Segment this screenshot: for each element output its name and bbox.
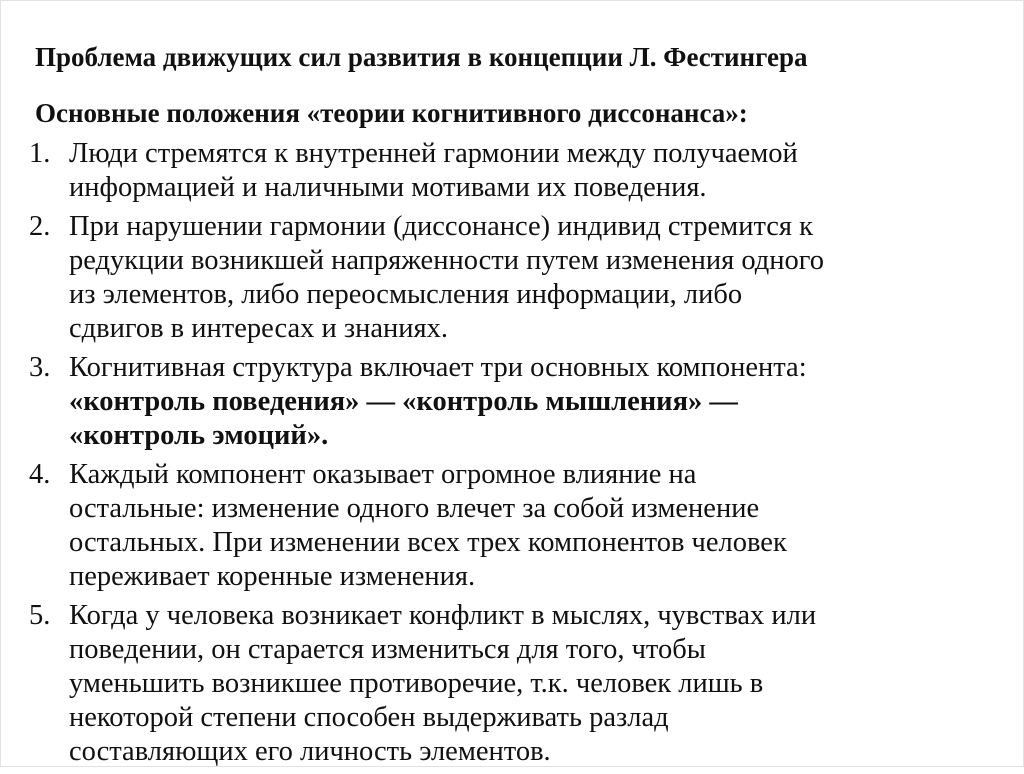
list-item-line: сдвигов в интересах и знаниях. xyxy=(69,313,449,344)
list-item-number: 2. xyxy=(29,211,51,242)
list-item-line: Каждый компонент оказывает огромное влияние на xyxy=(69,459,697,490)
list-item-number: 4. xyxy=(29,459,51,490)
list-item-5 xyxy=(1,599,1024,769)
list-item-line: некоторой степени способен выдерживать разлад xyxy=(69,702,669,733)
list-item-line: Когда у человека возникает конфликт в мыслях, чувствах или xyxy=(69,600,817,631)
list-item-line: переживает коренные изменения. xyxy=(69,561,476,592)
list-item-line: из элементов, либо переосмысления информации, либо xyxy=(69,279,743,310)
list-item-line: уменьшить возникшее противоречие, т.к. человек лишь в xyxy=(69,668,764,699)
list-item-line: остальных. При изменении всех трех компонентов человек xyxy=(69,527,787,558)
page-title: Проблема движущих сил развития в концепции Л. Фестингера xyxy=(35,42,808,72)
list-item-line-emphasis: «контроль поведения» — «контроль мышления» — xyxy=(69,386,738,417)
list-item-line-emphasis: «контроль эмоций». xyxy=(69,420,329,451)
list-item-line: составляющих его личность элементов. xyxy=(69,736,551,767)
list-item-3 xyxy=(1,351,1024,453)
list-item-line: Люди стремятся к внутренней гармонии между получаемой xyxy=(69,138,798,169)
list-item-2 xyxy=(1,210,1024,346)
list-item-line: поведении, он старается измениться для того, чтобы xyxy=(69,634,706,665)
list-item-line: редукции возникшей напряженности путем изменения одного xyxy=(69,245,824,276)
list-item-line: остальные: изменение одного влечет за собой изменение xyxy=(69,493,760,524)
section-subtitle: Основные положения «теории когнитивного диссонанса»: xyxy=(35,98,748,128)
list-item-line: При нарушении гармонии (диссонансе) индивид стремится к xyxy=(69,211,814,242)
list-item-number: 3. xyxy=(29,352,51,383)
list-item-line: Когнитивная структура включает три основных компонента: xyxy=(69,352,807,383)
numbered-list xyxy=(1,137,1024,774)
list-item-1 xyxy=(1,137,1024,205)
list-item-line: информацией и наличными мотивами их поведения. xyxy=(69,172,707,203)
list-item-4 xyxy=(1,458,1024,594)
list-item-number: 5. xyxy=(29,600,51,631)
list-item-number: 1. xyxy=(29,138,51,169)
